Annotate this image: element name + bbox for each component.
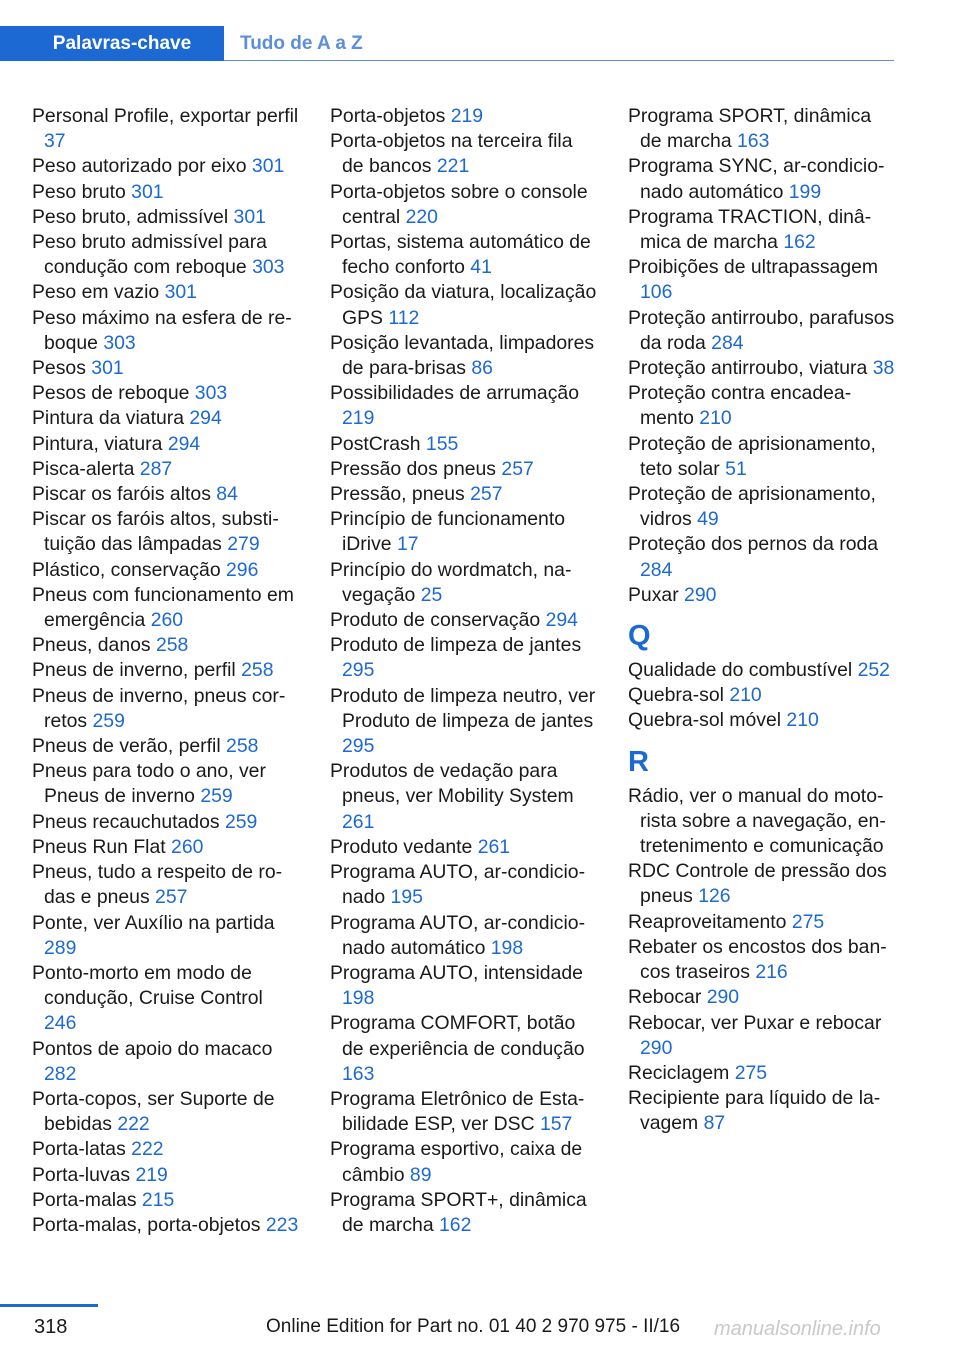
index-entry [32, 306, 300, 356]
index-page-link[interactable]: 258 [155, 634, 189, 657]
index-page-link[interactable]: 287 [139, 457, 173, 480]
index-page-link[interactable]: 284 [711, 331, 744, 354]
index-entry-text: Programa SPORT+, dinâmica de marcha [330, 1188, 587, 1236]
index-page-link[interactable]: 51 [725, 457, 747, 480]
index-entry [32, 658, 300, 683]
index-entry-text: Quebra-sol [628, 684, 730, 707]
index-entry [32, 1213, 300, 1238]
index-entry [330, 482, 598, 507]
index-entry-text: Porta-objetos sobre o console central [330, 180, 588, 228]
index-entry-text: Programa esportivo, caixa de câmbio [330, 1138, 583, 1186]
index-entry-text: Posição da viatura, localização GPS [330, 281, 597, 329]
index-entry-text: Programa AUTO, ar-condicionado automático [330, 911, 586, 959]
index-page-link[interactable]: 38 [872, 357, 895, 380]
index-page-link[interactable]: 41 [470, 256, 492, 279]
index-entry-text: Pneus, tudo a respeito de rodas e pneus [32, 861, 283, 909]
index-page-link[interactable]: 279 [227, 533, 260, 556]
index-page-link[interactable]: 219 [342, 407, 375, 430]
index-page-link[interactable]: 49 [697, 508, 719, 531]
index-entry [32, 154, 300, 179]
tab-palavras-chave[interactable]: Palavras-chave [0, 26, 224, 61]
index-entry [628, 1061, 896, 1086]
index-entry-text: Pneus com funcionamento em emergência [32, 583, 294, 632]
index-entry-text: Proteção dos pernos da roda [628, 533, 879, 556]
index-column-1 [32, 104, 300, 1238]
index-entry-text: Peso autorizado por eixo [32, 155, 252, 178]
index-entry [330, 558, 598, 608]
index-page-link[interactable]: 157 [539, 1113, 573, 1136]
index-entry [330, 432, 598, 457]
index-entry-text: Rebocar, ver Puxar e rebocar [628, 1011, 882, 1034]
index-page-link[interactable]: 290 [684, 583, 717, 606]
index-entry [32, 230, 300, 280]
index-page-link[interactable]: 275 [791, 910, 825, 933]
index-entry [628, 683, 896, 708]
index-entry [32, 507, 300, 557]
index-entry-text: Ponte, ver Auxílio na partida [32, 911, 275, 934]
index-entry-text: Princípio de funcionamento iDrive [330, 508, 565, 556]
index-page-link[interactable]: 290 [706, 986, 740, 1009]
index-entry [628, 482, 896, 532]
index-entry [628, 255, 896, 305]
index-entry-text: Programa SYNC, ar-condicionado automático [628, 155, 885, 203]
index-entry-text: Peso bruto admissível para condução com reboque [32, 231, 267, 279]
index-entry [330, 759, 598, 835]
index-entry [32, 205, 300, 230]
index-page-link[interactable]: 257 [155, 886, 188, 909]
index-entry-text: Proteção de aprisionamento, teto solar [628, 432, 876, 480]
index-page-link[interactable]: 261 [342, 810, 375, 833]
index-page-link[interactable]: 301 [91, 357, 124, 380]
index-entry-text: Pneus para todo o ano, ver Pneus de inverno [32, 760, 266, 808]
index-entry [628, 381, 896, 431]
index-entry-text: Produto de limpeza de jantes [330, 634, 582, 657]
index-entry [330, 1188, 598, 1238]
index-entry-text: Peso máximo na esfera de reboque [32, 306, 292, 354]
index-entry-text: Pneus de verão, perfil [32, 735, 227, 758]
index-entry-text: Proteção antirroubo, viatura [628, 357, 873, 380]
index-page-link[interactable]: 210 [729, 684, 762, 707]
index-entry [32, 1037, 300, 1087]
index-page-link[interactable]: 301 [233, 205, 266, 228]
index-entry-text: Porta-malas [32, 1188, 142, 1211]
index-letter-heading: R [628, 745, 649, 778]
index-entry [32, 961, 300, 1037]
index-entry [330, 331, 598, 381]
index-page-link[interactable]: 112 [388, 306, 420, 329]
index-entry [32, 104, 300, 154]
index-page-link[interactable]: 294 [167, 432, 201, 455]
index-entry [32, 406, 300, 431]
index-entry-text: Pneus Run Flat [32, 835, 172, 858]
index-page-link[interactable]: 296 [226, 558, 259, 581]
index-entry-text: Pressão, pneus [330, 483, 471, 506]
index-entry [330, 835, 598, 860]
index-page-link[interactable]: 303 [103, 331, 136, 354]
index-entry-text: Produto vedante [330, 835, 478, 858]
index-page-link[interactable]: 210 [699, 407, 732, 430]
index-page-link[interactable]: 25 [420, 583, 443, 606]
index-entry-text: Porta-luvas [32, 1163, 136, 1186]
index-entry [32, 180, 300, 205]
index-page-link[interactable]: 257 [470, 483, 503, 506]
index-page-link[interactable]: 258 [241, 659, 274, 682]
index-entry [330, 507, 598, 557]
index-page-link[interactable]: 106 [640, 281, 673, 304]
index-page-link[interactable]: 216 [755, 961, 788, 984]
index-entry-text: Programa COMFORT, botão de experiência de condução [330, 1012, 585, 1060]
index-entry-text: Programa SPORT, dinâmica de marcha [628, 105, 872, 153]
index-entry [32, 558, 300, 583]
index-page-link[interactable]: 261 [477, 835, 511, 858]
index-entry-text: PostCrash [330, 432, 426, 455]
index-entry-text: Pneus de inverno, pneus corretos [32, 684, 286, 732]
index-page-link[interactable]: 17 [396, 533, 419, 556]
footer-accent-bar [0, 1304, 98, 1307]
index-column-3 [628, 104, 896, 1137]
index-page-link[interactable]: 260 [150, 609, 184, 632]
index-entry [32, 1163, 300, 1188]
index-page-link[interactable]: 260 [171, 835, 204, 858]
index-page-link[interactable]: 252 [857, 659, 890, 682]
index-page-link[interactable]: 275 [734, 1061, 768, 1084]
index-page-link[interactable]: 259 [224, 810, 258, 833]
index-page-link[interactable]: 215 [141, 1188, 175, 1211]
index-entry-text: Piscar os faróis altos [32, 483, 217, 506]
index-page-link[interactable]: 284 [640, 558, 673, 581]
index-entry [628, 432, 896, 482]
index-entry-text: Pesos de reboque [32, 382, 195, 405]
index-page-link[interactable]: 257 [501, 457, 534, 480]
index-page-link[interactable]: 220 [405, 205, 438, 228]
index-entry [32, 381, 300, 406]
index-entry [330, 280, 598, 330]
index-entry [32, 860, 300, 910]
index-page-link[interactable]: 210 [786, 709, 819, 732]
index-entry [330, 230, 598, 280]
index-entry-text: Peso bruto [32, 180, 132, 203]
header-divider [224, 60, 894, 61]
index-entry [330, 608, 598, 633]
index-page-link[interactable]: 301 [164, 281, 197, 304]
index-entry-text: Produto de limpeza neutro, ver Produto de limpeza de jantes [330, 684, 596, 732]
index-page-link[interactable]: 84 [216, 483, 238, 506]
index-entry-text: Pontos de apoio do macaco [32, 1037, 273, 1060]
index-entry [330, 684, 598, 760]
index-entry [628, 583, 896, 608]
index-entry-text: Rebater os encostos dos bancos traseiros [628, 935, 887, 984]
index-entry [32, 684, 300, 734]
index-page-link[interactable]: 89 [409, 1163, 432, 1186]
index-entry-text: Reaproveitamento [628, 910, 792, 933]
index-entry [628, 205, 896, 255]
index-page-link[interactable]: 222 [117, 1113, 150, 1136]
index-entry-text: Porta-latas [32, 1138, 132, 1161]
index-page-link[interactable]: 258 [226, 735, 259, 758]
index-page-link[interactable]: 246 [44, 1012, 77, 1035]
index-entry-text: Proteção contra encadeamento [628, 382, 852, 430]
index-page-link[interactable]: 301 [251, 155, 285, 178]
index-entry [32, 482, 300, 507]
index-entry [32, 810, 300, 835]
index-page-link[interactable]: 126 [698, 885, 731, 908]
index-entry [32, 457, 300, 482]
index-entry-text: Rádio, ver o manual do motorista sobre a navegação, entretenimento e comunicação [628, 784, 886, 858]
index-entry [32, 1188, 300, 1213]
index-entry [32, 280, 300, 305]
index-entry-text: Pneus, danos [32, 634, 156, 657]
index-entry-text: Pesos [32, 357, 92, 380]
index-entry [32, 1137, 300, 1162]
index-entry [32, 759, 300, 809]
index-entry-text: Personal Profile, exportar perfil [32, 105, 299, 127]
index-entry-text: Pneus recauchutados [32, 810, 225, 833]
index-entry-text: Peso bruto, admissível [32, 205, 234, 228]
index-entry-text: Plástico, conservação [32, 558, 227, 581]
index-entry-text: Puxar [628, 583, 685, 606]
index-page-link[interactable]: 259 [92, 709, 125, 732]
index-entry-text: Porta-objetos na terceira fila de bancos [330, 130, 573, 178]
index-entry-text: Porta-objetos [330, 105, 451, 127]
index-page-link[interactable]: 162 [783, 231, 816, 254]
index-page-link[interactable]: 37 [44, 130, 66, 153]
index-page-link[interactable]: 294 [545, 609, 578, 632]
index-page-link[interactable]: 303 [252, 256, 285, 279]
index-entry [32, 356, 300, 381]
index-entry [330, 860, 598, 910]
index-entry-text: Ponto-morto em modo de condução, Cruise Control [32, 961, 263, 1010]
index-page-link[interactable]: 301 [131, 180, 164, 203]
index-entry-text: Pintura, viatura [32, 432, 168, 455]
index-entry [628, 1011, 896, 1061]
index-page-link[interactable]: 221 [436, 155, 470, 178]
index-page-link[interactable]: 294 [189, 407, 222, 430]
index-entry [330, 381, 598, 431]
index-page-link[interactable]: 223 [265, 1213, 299, 1236]
watermark: manualsonline.info [714, 1318, 881, 1340]
index-entry-text: Piscar os faróis altos, substituição das lâmpadas [32, 508, 279, 556]
index-entry-text: Portas, sistema automático de fecho conforto [330, 231, 591, 279]
index-entry [330, 633, 598, 683]
index-page-link[interactable]: 198 [490, 936, 524, 959]
index-entry [32, 734, 300, 759]
page-header [0, 26, 894, 61]
index-entry-text: Produto de conservação [330, 609, 546, 632]
index-page-link[interactable]: 282 [44, 1062, 77, 1085]
index-entry-text: Possibilidades de arrumação [330, 382, 579, 405]
index-entry [32, 432, 300, 457]
index-entry [32, 1087, 300, 1137]
index-entry-text: Princípio do wordmatch, navegação [330, 558, 572, 606]
index-column-2 [330, 104, 598, 1238]
index-entry-text: Produtos de vedação para pneus, ver Mobility System [330, 760, 574, 808]
index-entry-text: Porta-copos, ser Suporte de bebidas [32, 1087, 275, 1136]
index-page-link[interactable]: 87 [703, 1112, 726, 1135]
tab-tudo-de-a-a-z[interactable]: Tudo de A a Z [240, 33, 363, 54]
index-entry [628, 154, 896, 204]
index-entry [628, 935, 896, 985]
index-entry-text: Proteção de aprisionamento, vidros [628, 483, 876, 531]
index-entry [628, 104, 896, 154]
index-page-link[interactable]: 162 [439, 1213, 472, 1236]
index-entry [330, 104, 598, 129]
index-entry [330, 1087, 598, 1137]
index-entry-text: Proteção antirroubo, parafusos da roda [628, 306, 895, 354]
index-entry [628, 356, 896, 381]
index-entry-text: Rebocar [628, 986, 707, 1009]
index-entry [330, 961, 598, 1011]
index-entry [628, 532, 896, 582]
index-entry [330, 129, 598, 179]
index-page-link[interactable]: 198 [342, 987, 375, 1010]
index-page-link[interactable]: 289 [44, 936, 77, 959]
index-entry-text: Programa Eletrônico de Estabilidade ESP, ver DSC [330, 1087, 585, 1136]
index-entry [628, 985, 896, 1010]
index-page-link[interactable]: 199 [788, 180, 822, 203]
index-entry [628, 859, 896, 909]
index-entry [32, 633, 300, 658]
index-entry-text: Posição levantada, limpadores de para-brisas [330, 331, 595, 380]
index-entry [330, 911, 598, 961]
index-entry-text: Pintura da viatura [32, 407, 190, 430]
index-entry-text: Recipiente para líquido de lavagem [628, 1087, 881, 1135]
index-entry-text: Proibições de ultrapassagem [628, 256, 879, 279]
index-entry [32, 911, 300, 961]
index-entry [628, 658, 896, 683]
index-page-link[interactable]: 295 [342, 659, 375, 682]
index-entry-text: RDC Controle de pressão dos pneus [628, 860, 887, 908]
index-entry-text: Reciclagem [628, 1061, 735, 1084]
index-entry-text: Porta-malas, porta-objetos [32, 1213, 266, 1236]
index-entry-text: Pressão dos pneus [330, 457, 502, 480]
index-entry-text: Programa AUTO, intensidade [330, 961, 583, 984]
index-entry-text: Quebra-sol móvel [628, 709, 787, 732]
index-page-link[interactable]: 219 [135, 1163, 168, 1186]
index-entry [628, 1086, 896, 1136]
index-entry [32, 583, 300, 633]
index-letter-heading: Q [628, 620, 651, 653]
index-entry [628, 708, 896, 733]
index-page-link[interactable]: 163 [342, 1062, 375, 1085]
page-number: 318 [34, 1316, 68, 1338]
index-entry-text: Programa TRACTION, dinâmica de marcha [628, 205, 872, 254]
edition-label: Online Edition for Part no. 01 40 2 970 975 - II/16 [266, 1316, 681, 1337]
index-page-link[interactable]: 219 [450, 105, 484, 127]
index-page-link[interactable]: 259 [200, 785, 233, 808]
index-entry [330, 1137, 598, 1187]
index-entry [32, 835, 300, 860]
index-entry [330, 180, 598, 230]
index-page-link[interactable]: 163 [737, 130, 770, 153]
index-entry-text: Pneus de inverno, perfil [32, 659, 242, 682]
index-entry [628, 910, 896, 935]
index-page-link[interactable]: 303 [194, 382, 228, 405]
index-entry-text: Pisca-alerta [32, 457, 140, 480]
index-page-link[interactable]: 295 [342, 735, 375, 758]
index-page-link[interactable]: 155 [425, 432, 459, 455]
index-entry-text: Programa AUTO, ar-condicionado [330, 861, 586, 909]
index-entry [628, 306, 896, 356]
index-entry [628, 784, 896, 860]
index-page-link[interactable]: 195 [390, 886, 423, 909]
index-entry-text: Qualidade do combustível [628, 659, 858, 682]
index-page-link[interactable]: 222 [131, 1138, 164, 1161]
index-entry [330, 457, 598, 482]
index-entry-text: Peso em vazio [32, 281, 165, 304]
index-page-link[interactable]: 290 [640, 1036, 673, 1059]
index-entry [330, 1011, 598, 1087]
index-page-link[interactable]: 86 [471, 357, 493, 380]
